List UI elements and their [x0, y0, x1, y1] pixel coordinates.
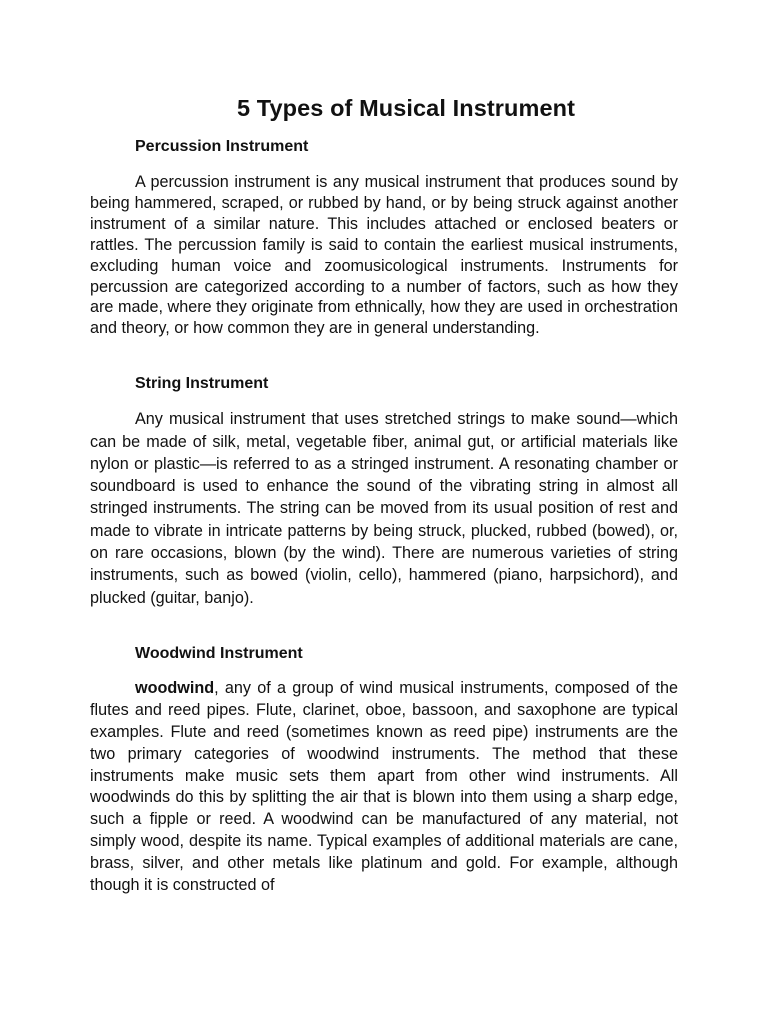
heading-percussion: Percussion Instrument [135, 138, 309, 155]
heading-string: String Instrument [135, 375, 269, 393]
woodwind-term: woodwind [135, 678, 215, 697]
document-title: 5 Types of Musical Instrument [236, 95, 576, 121]
woodwind-text: , any of a group of wind musical instruments, composed of the flutes and reed pipes. Flute, clarinet, oboe, bassoon, and saxophone are typical examples. Flute and reed (sometimes known as reed pipe) instruments are the two primary categories of woodwind instruments. The method that these instruments make music sets them apart from other wind instruments. All woodwinds do this by splitting the air that is blown into them using a sharp edge, such a fipple or reed. A woodwind can be manufactured of any material, not simply wood, despite its name. Typical examples of additional materials are cane, brass, silver, and other metals like platinum and gold. For example, although though it is constructed of [90, 678, 678, 895]
document-page [90, 92, 678, 897]
paragraph-string: Any musical instrument that uses stretched strings to make sound—which can be made of silk, metal, vegetable fiber, animal gut, or artificial materials like nylon or plastic—is referred to as a stringed instrument. A resonating chamber or soundboard is used to enhance the sound of the vibrating string in almost all stringed instruments. The string can be moved from its usual position of rest and made to vibrate in intricate patterns by being struck, plucked, rubbed (bowed), or, on rare occasions, blown (by the wind). There are numerous varieties of string instruments, such as bowed (violin, cello), hammered (piano, harpsichord), and plucked (guitar, banjo). [90, 410, 678, 607]
paragraph-woodwind [90, 678, 678, 897]
heading-woodwind: Woodwind Instrument [135, 644, 303, 662]
paragraph-percussion: A percussion instrument is any musical instrument that produces sound by being hammered, scraped, or rubbed by hand, or by being struck against another instrument of a similar nature. This includes attached or enclosed beaters or rattles. The percussion family is said to contain the earliest musical instruments, excluding human voice and zoomusicological instruments. Instruments for percussion are categorized according to a number of factors, such as how they are made, where they originate from ethnically, how they are used in orchestration and theory, or how common they are in general understanding. [90, 173, 678, 338]
